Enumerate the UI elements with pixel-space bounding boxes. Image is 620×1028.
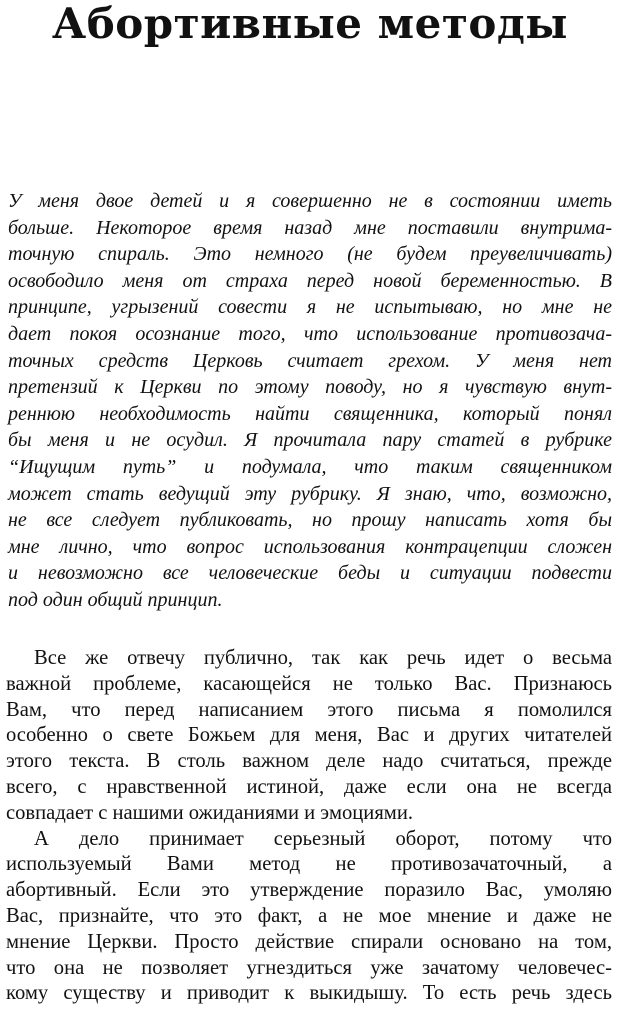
letter-line: претензий к Церкви по этому поводу, но я чувствую внут- (8, 376, 612, 399)
page-title: Абортивные методы (52, 0, 568, 48)
letter-line: точную спираль. Это немного (не будем преувеличивать) (8, 243, 612, 266)
answer-line: А дело принимает серьезный оборот, потому что (34, 827, 612, 850)
letter-line: и невозможно все человеческие беды и ситуации подвести (8, 562, 612, 585)
answer-line: Все же отвечу публично, так как речь идет о весьма (34, 647, 612, 669)
letter-line: точных средств Церковь считает грехом. У меня нет (8, 349, 612, 372)
answer-line: совпадает с нашими ожиданиями и эмоциями. (6, 801, 413, 824)
letter-line: больше. Некоторое время назад мне поставили внутрима- (8, 216, 612, 239)
answer-line: этого текста. В столь важном деле надо считаться, прежде (6, 750, 612, 773)
letter-line: может стать ведущий эту рубрику. Я знаю, что, возможно, (8, 482, 612, 505)
letter-line: “Ищущим путь” и подумала, что таким священником (8, 455, 612, 478)
letter-line: бы меня и не осудил. Я прочитала пару статей в рубрике (8, 429, 612, 452)
letter-line: мне лично, что вопрос использования контрацепции сложен (8, 535, 612, 558)
answer-line: Вам, что перед написанием этого письма я помолился (6, 698, 612, 721)
letter-line: принципе, угрызений совести я не испытываю, но мне не (8, 296, 612, 319)
letter-line: не все следует публиковать, но прошу написать хотя бы (8, 509, 612, 532)
letter-line: реннюю необходимость найти священника, который понял (8, 402, 612, 425)
answer-line: всего, с нравственной истиной, даже если она не всегда (6, 775, 612, 798)
reader-letter (8, 188, 612, 614)
answer-line: используемый Вами метод не противозачаточный, а (6, 853, 612, 876)
answer-line: особенно о свете Божьем для меня, Вас и других читателей (6, 724, 612, 747)
letter-line: освободило меня от страха перед новой беременностью. В (8, 269, 612, 292)
letter-line: под один общий принцип. (8, 588, 223, 611)
letter-line: дает покоя осознание того, что использование противозача- (8, 322, 612, 345)
answer-line: Вас, признайте, что это факт, а не мое мнение и даже не (6, 904, 612, 927)
answer-line: важной проблеме, касающейся не только Вас. Признаюсь (6, 672, 612, 695)
answer-line: мнение Церкви. Просто действие спирали основано на том, (6, 930, 612, 953)
answer-line: кому существу и приводит к выкидышу. То есть речь здесь (6, 982, 612, 1005)
letter-line: У меня двое детей и я совершенно не в состоянии иметь (8, 190, 612, 212)
answer-line: что она не позволяет угнездиться уже зачатому человечес- (6, 956, 612, 979)
author-answer (6, 646, 612, 1007)
answer-line: абортивный. Если это утверждение поразило Вас, умоляю (6, 879, 612, 902)
